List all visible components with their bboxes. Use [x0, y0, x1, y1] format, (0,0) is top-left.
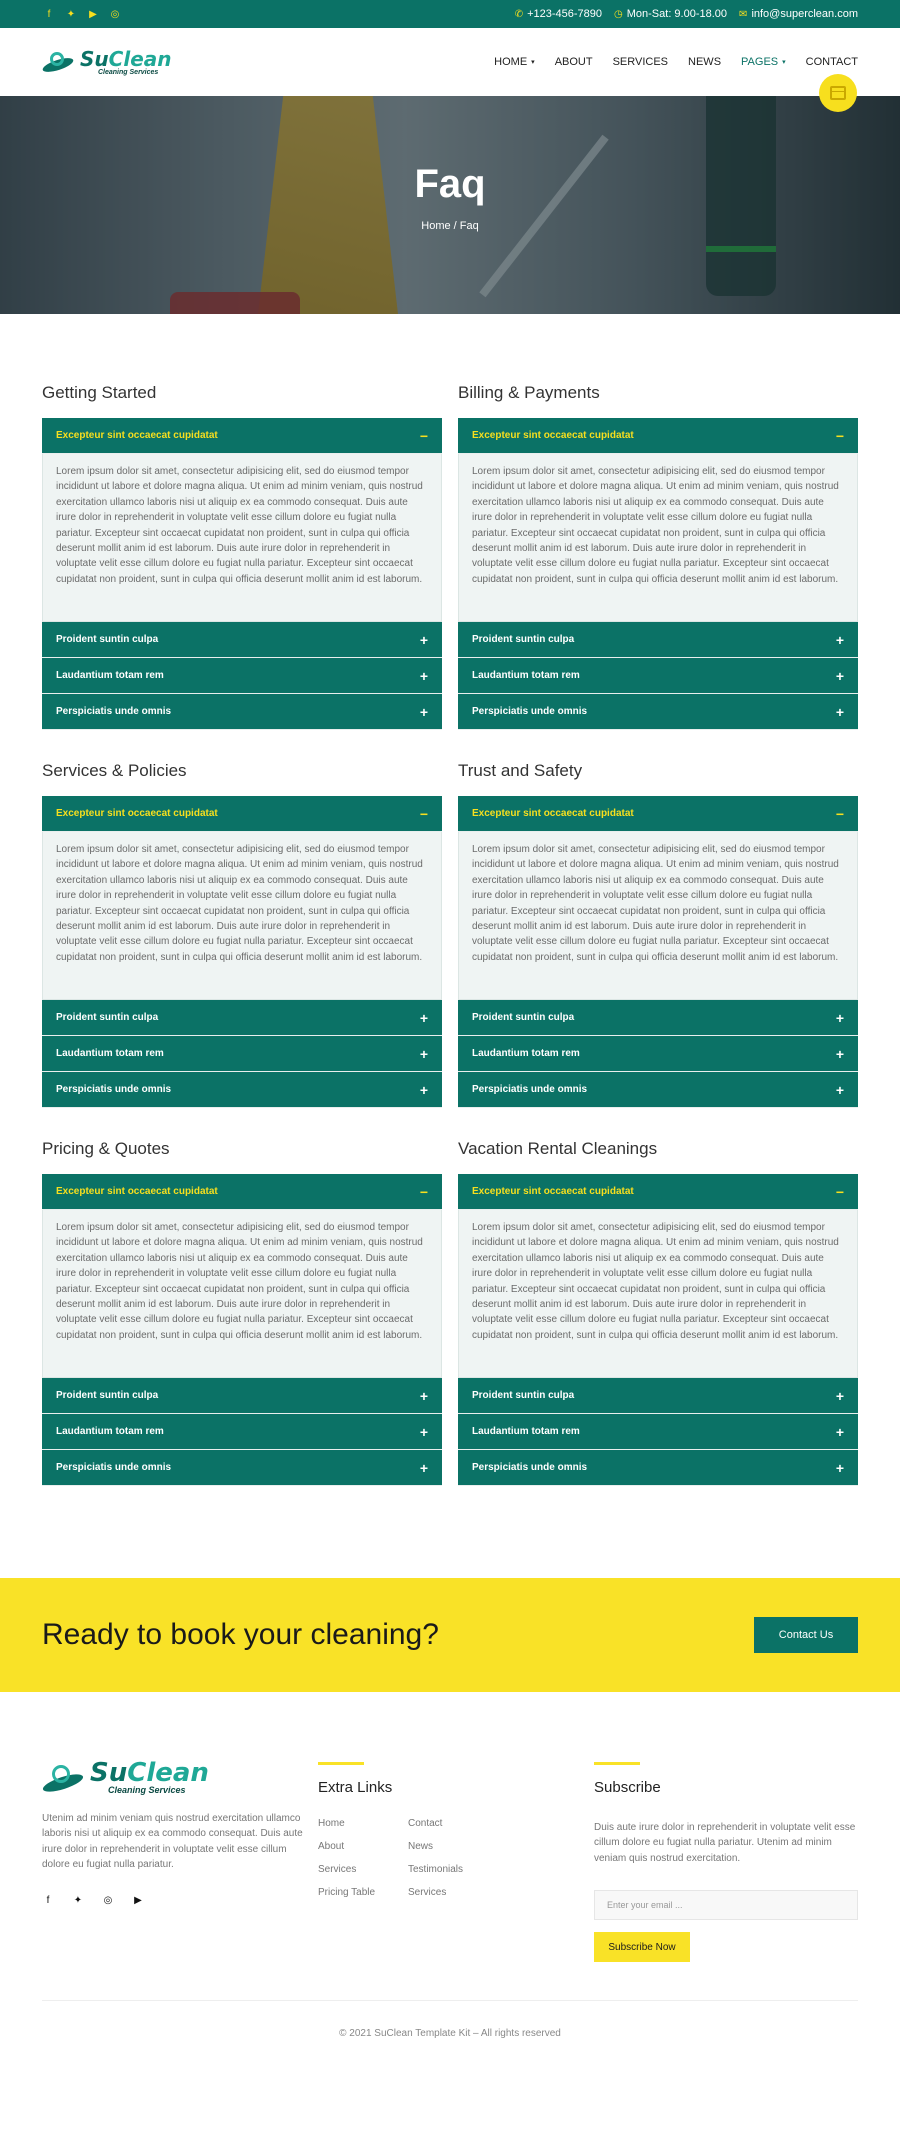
chevron-down-icon: ▾: [782, 59, 786, 66]
plus-icon[interactable]: +: [419, 1009, 428, 1026]
accordion-question: Proident suntin culpa: [56, 634, 159, 645]
plus-icon[interactable]: +: [835, 1045, 844, 1062]
contact-info: [515, 8, 858, 20]
faq-section: [42, 1136, 442, 1514]
accordion-question: Perspiciatis unde omnis: [56, 1084, 172, 1095]
accordion-question: Perspiciatis unde omnis: [472, 706, 588, 717]
nav-item-services[interactable]: SERVICES: [612, 56, 669, 68]
logo-brand: SuClean: [90, 1758, 209, 1788]
accordion-header[interactable]: [42, 1000, 442, 1036]
accordion-answer: Lorem ipsum dolor sit amet, consectetur adipisicing elit, sed do eiusmod tempor incididunt ut labore et dolore magna aliqua. Ut enim ad minim veniam, quis nostrud exercitation ullamco laboris nisi ut aliquip ex ea commodo consequat. Duis aute irure dolor in reprehenderit in voluptate velit esse cillum dolore eu fugiat nulla pariatur. Excepteur sint occaecat cupidatat non proident, sunt in culpa qui officia deserunt mollit anim id est laborum. Duis aute irure dolor in reprehenderit in voluptate velit esse cillum dolore eu fugiat nulla pariatur. Excepteur sint occaecat cupidatat non proident, sunt in culpa qui officia deserunt mollit anim id est laborum.: [42, 832, 442, 1000]
accordion-header-open[interactable]: [458, 418, 858, 454]
copyright: © 2021 SuClean Template Kit – All rights reserved: [339, 2028, 561, 2039]
accordion-header-open[interactable]: [42, 1174, 442, 1210]
faq-section: [42, 758, 442, 1136]
accordion-header-open[interactable]: [458, 796, 858, 832]
top-bar: [0, 0, 900, 28]
footer-subscribe-title: Subscribe: [594, 1779, 661, 1796]
accordion-answer: Lorem ipsum dolor sit amet, consectetur adipisicing elit, sed do eiusmod tempor incididunt ut labore et dolore magna aliqua. Ut enim ad minim veniam, quis nostrud exercitation ullamco laboris nisi ut aliquip ex ea commodo consequat. Duis aute irure dolor in reprehenderit in voluptate velit esse cillum dolore eu fugiat nulla pariatur. Excepteur sint occaecat cupidatat non proident, sunt in culpa qui officia deserunt mollit anim id est laborum. Duis aute irure dolor in reprehenderit in voluptate velit esse cillum dolore eu fugiat nulla pariatur. Excepteur sint occaecat cupidatat non proident, sunt in culpa qui officia deserunt mollit anim id est laborum.: [458, 454, 858, 622]
accordion-question: Excepteur sint occaecat cupidatat: [472, 430, 634, 441]
accordion-header[interactable]: [42, 1414, 442, 1450]
mail-icon: ✉: [739, 8, 748, 20]
footer-link-testimonials[interactable]: Testimonials: [408, 1864, 464, 1875]
breadcrumb[interactable]: Home / Faq: [421, 220, 479, 232]
accordion-answer: Lorem ipsum dolor sit amet, consectetur adipisicing elit, sed do eiusmod tempor incididunt ut labore et dolore magna aliqua. Ut enim ad minim veniam, quis nostrud exercitation ullamco laboris nisi ut aliquip ex ea commodo consequat. Duis aute irure dolor in reprehenderit in voluptate velit esse cillum dolore eu fugiat nulla pariatur. Excepteur sint occaecat cupidatat non proident, sunt in culpa qui officia deserunt mollit anim id est laborum. Duis aute irure dolor in reprehenderit in voluptate velit esse cillum dolore eu fugiat nulla pariatur. Excepteur sint occaecat cupidatat non proident, sunt in culpa qui officia deserunt mollit anim id est laborum.: [42, 1210, 442, 1378]
accordion-header[interactable]: [458, 1036, 858, 1072]
chevron-down-icon: ▾: [531, 59, 535, 66]
accordion-question: Laudantium totam rem: [472, 1048, 580, 1059]
plus-icon[interactable]: +: [419, 1081, 428, 1098]
faq-section-title: Pricing & Quotes: [42, 1139, 170, 1158]
facebook-icon[interactable]: f: [47, 8, 51, 20]
footer-logo[interactable]: [42, 1760, 312, 1795]
footer-link-services-2[interactable]: Services: [408, 1887, 447, 1898]
youtube-icon[interactable]: ▶: [89, 8, 97, 20]
plus-icon[interactable]: +: [419, 1423, 428, 1440]
plus-icon[interactable]: +: [835, 1423, 844, 1440]
youtube-icon[interactable]: ▶: [134, 1895, 142, 1907]
accordion-question: Laudantium totam rem: [472, 1426, 580, 1437]
twitter-icon[interactable]: ✦: [66, 8, 76, 20]
logo-tagline: Cleaning Services: [108, 1785, 186, 1795]
footer-link-services[interactable]: Services: [318, 1864, 357, 1875]
accordion-header[interactable]: [458, 1000, 858, 1036]
footer-link-home[interactable]: Home: [318, 1818, 345, 1829]
site-logo[interactable]: [42, 48, 172, 76]
accordion-question: Proident suntin culpa: [56, 1012, 159, 1023]
site-footer: [0, 1692, 900, 2143]
accordion-question: Proident suntin culpa: [472, 1012, 575, 1023]
accordion-question: Laudantium totam rem: [56, 670, 164, 681]
faq-section: [42, 380, 442, 758]
nav-item-pages[interactable]: PAGES ▾: [741, 56, 786, 68]
plus-icon[interactable]: +: [835, 1459, 844, 1476]
footer-divider: [42, 2000, 858, 2001]
instagram-icon[interactable]: ◎: [110, 8, 120, 20]
business-hours: Mon-Sat: 9.00-18.00: [626, 8, 728, 20]
footer-link-contact[interactable]: Contact: [408, 1818, 443, 1829]
minus-icon[interactable]: −: [419, 427, 428, 444]
faq-section-title: Getting Started: [42, 383, 157, 402]
logo-brand: SuClean: [80, 46, 172, 71]
accordion-answer: Lorem ipsum dolor sit amet, consectetur adipisicing elit, sed do eiusmod tempor incididunt ut labore et dolore magna aliqua. Ut enim ad minim veniam, quis nostrud exercitation ullamco laboris nisi ut aliquip ex ea commodo consequat. Duis aute irure dolor in reprehenderit in voluptate velit esse cillum dolore eu fugiat nulla pariatur. Excepteur sint occaecat cupidatat non proident, sunt in culpa qui officia deserunt mollit anim id est laborum. Duis aute irure dolor in reprehenderit in voluptate velit esse cillum dolore eu fugiat nulla pariatur. Excepteur sint occaecat cupidatat non proident, sunt in culpa qui officia deserunt mollit anim id est laborum.: [458, 832, 858, 1000]
main-nav: [494, 56, 858, 68]
accordion-question: Excepteur sint occaecat cupidatat: [56, 808, 218, 819]
footer-about-text: Utenim ad minim veniam quis nostrud exercitation ullamco laboris nisi ut aliquip ex ea commodo consequat. Duis aute irure dolor in reprehenderit in voluptate velit esse cillum dolore eu fugiat nulla pariatur.: [42, 1813, 303, 1871]
plus-icon[interactable]: +: [419, 631, 428, 648]
phone-number[interactable]: +123-456-7890: [527, 8, 603, 20]
accordion-question: Excepteur sint occaecat cupidatat: [56, 430, 218, 441]
facebook-icon[interactable]: f: [46, 1895, 50, 1907]
accordion-answer: Lorem ipsum dolor sit amet, consectetur adipisicing elit, sed do eiusmod tempor incididunt ut labore et dolore magna aliqua. Ut enim ad minim veniam, quis nostrud exercitation ullamco laboris nisi ut aliquip ex ea commodo consequat. Duis aute irure dolor in reprehenderit in voluptate velit esse cillum dolore eu fugiat nulla pariatur. Excepteur sint occaecat cupidatat non proident, sunt in culpa qui officia deserunt mollit anim id est laborum. Duis aute irure dolor in reprehenderit in voluptate velit esse cillum dolore eu fugiat nulla pariatur. Excepteur sint occaecat cupidatat non proident, sunt in culpa qui officia deserunt mollit anim id est laborum.: [458, 1210, 858, 1378]
accordion-header[interactable]: [458, 1378, 858, 1414]
contact-us-button[interactable]: Contact Us: [754, 1617, 858, 1653]
subscribe-email-input[interactable]: [594, 1890, 858, 1920]
plus-icon[interactable]: +: [419, 1459, 428, 1476]
faq-section-title: Billing & Payments: [458, 383, 600, 402]
footer-subscribe-column: [594, 1762, 858, 1962]
accordion-question: Excepteur sint occaecat cupidatat: [56, 1186, 218, 1197]
accordion-header[interactable]: [458, 1072, 858, 1108]
accordion-question: Proident suntin culpa: [56, 1390, 159, 1401]
footer-links: [318, 1818, 558, 1898]
accordion-header[interactable]: [42, 1450, 442, 1486]
accordion-question: Proident suntin culpa: [472, 1390, 575, 1401]
accordion-question: Perspiciatis unde omnis: [56, 706, 172, 717]
nav-item-contact[interactable]: CONTACT: [805, 56, 858, 68]
cta-heading: Ready to book your cleaning?: [42, 1618, 439, 1651]
minus-icon[interactable]: −: [835, 805, 844, 822]
accordion-question: Laudantium totam rem: [56, 1426, 164, 1437]
faq-section-title: Vacation Rental Cleanings: [458, 1139, 658, 1158]
page-title: Faq: [414, 162, 486, 206]
plus-icon[interactable]: +: [835, 1009, 844, 1026]
email-address[interactable]: info@superclean.com: [751, 8, 858, 20]
logo-tagline: Cleaning Services: [98, 68, 159, 76]
minus-icon[interactable]: −: [419, 1183, 428, 1200]
accordion-header[interactable]: [458, 694, 858, 730]
faq-section: [458, 1136, 858, 1514]
accordion-question: Excepteur sint occaecat cupidatat: [472, 808, 634, 819]
minus-icon[interactable]: −: [419, 805, 428, 822]
accordion-question: Excepteur sint occaecat cupidatat: [472, 1186, 634, 1197]
accordion-header[interactable]: [42, 1036, 442, 1072]
faq-section: [458, 758, 858, 1136]
logo-mark-icon: [42, 1761, 86, 1795]
footer-social: [42, 1895, 312, 1907]
plus-icon[interactable]: +: [835, 631, 844, 648]
nav-item-about[interactable]: ABOUT: [554, 56, 593, 68]
footer-links-column: [318, 1762, 558, 1898]
nav-item-news[interactable]: NEWS: [688, 56, 722, 68]
plus-icon[interactable]: +: [835, 703, 844, 720]
accordion-header[interactable]: [42, 1378, 442, 1414]
minus-icon[interactable]: −: [835, 427, 844, 444]
accordion-header[interactable]: [458, 1414, 858, 1450]
footer-about-column: [42, 1760, 312, 1907]
faq-section-title: Trust and Safety: [458, 761, 583, 780]
accordion-header[interactable]: [458, 1450, 858, 1486]
clock-icon: ◷: [614, 8, 623, 20]
plus-icon[interactable]: +: [419, 1387, 428, 1404]
phone-icon: ✆: [514, 8, 524, 20]
instagram-icon[interactable]: ◎: [103, 1895, 113, 1907]
accordion-question: Perspiciatis unde omnis: [472, 1084, 588, 1095]
booking-calendar-button[interactable]: [819, 74, 857, 112]
faq-section: [458, 380, 858, 758]
accordion-answer: Lorem ipsum dolor sit amet, consectetur adipisicing elit, sed do eiusmod tempor incididunt ut labore et dolore magna aliqua. Ut enim ad minim veniam, quis nostrud exercitation ullamco laboris nisi ut aliquip ex ea commodo consequat. Duis aute irure dolor in reprehenderit in voluptate velit esse cillum dolore eu fugiat nulla pariatur. Excepteur sint occaecat cupidatat non proident, sunt in culpa qui officia deserunt mollit anim id est laborum. Duis aute irure dolor in reprehenderit in voluptate velit esse cillum dolore eu fugiat nulla pariatur. Excepteur sint occaecat cupidatat non proident, sunt in culpa qui officia deserunt mollit anim id est laborum.: [42, 454, 442, 622]
page-hero: [0, 96, 900, 314]
subscribe-now-button[interactable]: Subscribe Now: [594, 1932, 690, 1962]
cta-banner: [0, 1578, 900, 1692]
accordion-header-open[interactable]: [42, 796, 442, 832]
faq-grid: [42, 380, 858, 1514]
accordion-header[interactable]: [458, 622, 858, 658]
footer-link-news[interactable]: News: [408, 1841, 434, 1852]
topbar-social: [42, 7, 122, 21]
faq-section-title: Services & Policies: [42, 761, 187, 780]
accordion-header[interactable]: [42, 694, 442, 730]
plus-icon[interactable]: +: [419, 1045, 428, 1062]
calendar-icon: [830, 86, 846, 100]
plus-icon[interactable]: +: [419, 703, 428, 720]
footer-heading-accent: [318, 1762, 364, 1765]
footer-link-pricing-table[interactable]: Pricing Table: [318, 1887, 376, 1898]
minus-icon[interactable]: −: [835, 1183, 844, 1200]
logo-mark-icon: [42, 48, 76, 76]
footer-links-title: Extra Links: [318, 1779, 393, 1796]
plus-icon[interactable]: +: [835, 667, 844, 684]
accordion-question: Proident suntin culpa: [472, 634, 575, 645]
accordion-question: Laudantium totam rem: [472, 670, 580, 681]
accordion-header-open[interactable]: [458, 1174, 858, 1210]
accordion-question: Perspiciatis unde omnis: [472, 1462, 588, 1473]
nav-item-home[interactable]: HOME ▾: [494, 56, 535, 68]
plus-icon[interactable]: +: [835, 1387, 844, 1404]
site-header: [0, 28, 900, 96]
accordion-header[interactable]: [458, 658, 858, 694]
accordion-question: Perspiciatis unde omnis: [56, 1462, 172, 1473]
twitter-icon[interactable]: ✦: [73, 1895, 83, 1907]
accordion-header-open[interactable]: [42, 418, 442, 454]
plus-icon[interactable]: +: [835, 1081, 844, 1098]
accordion-header[interactable]: [42, 622, 442, 658]
accordion-question: Laudantium totam rem: [56, 1048, 164, 1059]
plus-icon[interactable]: +: [419, 667, 428, 684]
footer-link-about[interactable]: About: [318, 1841, 345, 1852]
footer-heading-accent: [594, 1762, 640, 1765]
footer-subscribe-text: Duis aute irure dolor in reprehenderit in voluptate velit esse cillum dolore eu fugiat nulla pariatur. Utenim ad minim veniam quis nostrud exercitation.: [594, 1822, 856, 1864]
accordion-header[interactable]: [42, 1072, 442, 1108]
accordion-header[interactable]: [42, 658, 442, 694]
